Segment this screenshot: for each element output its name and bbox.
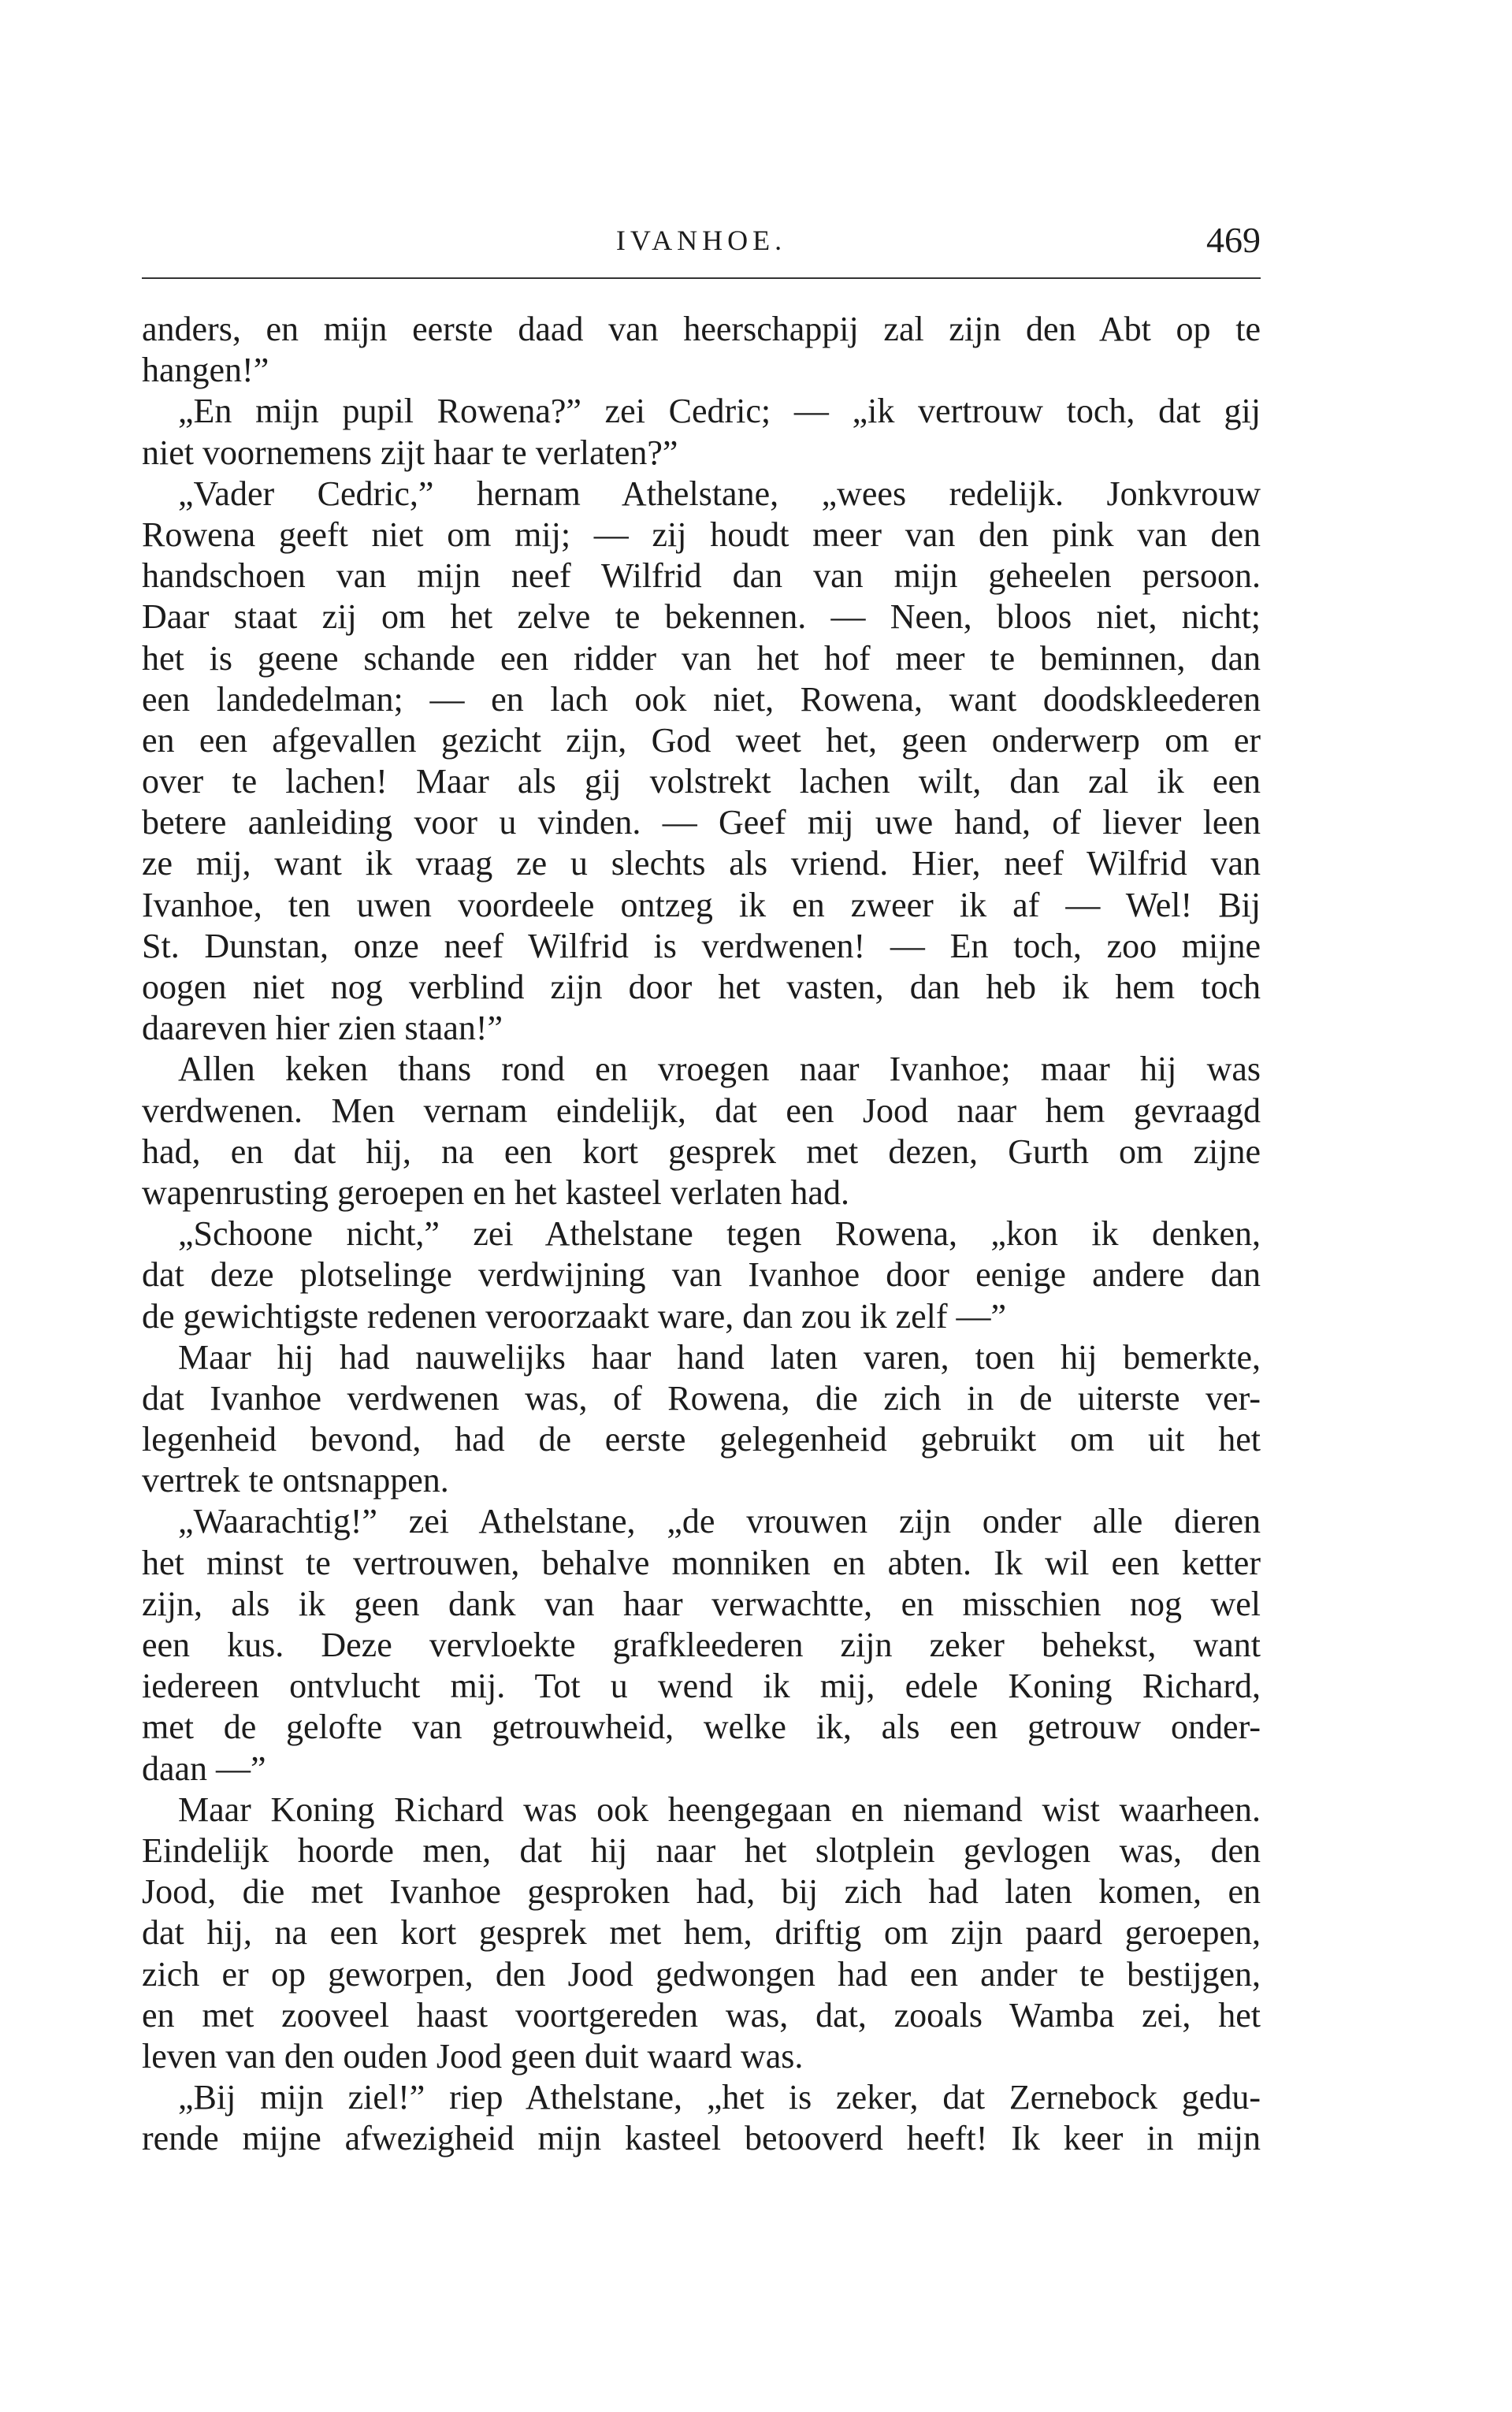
text-line: de gewichtigste redenen veroorzaakt ware, dan zou ik zelf —”: [142, 1296, 1007, 1336]
text-line: „Vader Cedric,” hernam Athelstane, „wees redelijk. Jonkvrouw: [178, 474, 1261, 513]
text-line: het is geene schande een ridder van het hof meer te beminnen, dan: [142, 638, 1261, 678]
text-line: een kus. Deze vervloekte grafkleederen zijn zeker behekst, want: [142, 1626, 1261, 1664]
text-line: dat hij, na een kort gesprek met hem, driftig om zijn paard geroepen,: [142, 1913, 1261, 1953]
text-line: verdwenen. Men vernam eindelijk, dat een Jood naar hem gevraagd: [142, 1091, 1261, 1130]
text-line: had, en dat hij, na een kort gesprek met dezen, Gurth om zijne: [142, 1132, 1261, 1171]
text-line: met de gelofte van getrouwheid, welke ik, als een getrouw onder-: [142, 1708, 1261, 1747]
running-title: IVANHOE.: [615, 225, 787, 256]
text-line: Maar hij had nauwelijks haar hand laten varen, toen hij bemerkte,: [178, 1337, 1261, 1377]
text-line: Rowena geeft niet om mij; — zij houdt meer van den pink van den: [142, 515, 1261, 554]
text-line: St. Dunstan, onze neef Wilfrid is verdwenen! — En toch, zoo mijne: [142, 926, 1261, 965]
text-line: dat deze plotselinge verdwijning van Ivanhoe door eenige andere dan: [142, 1255, 1261, 1295]
text-line: leven van den ouden Jood geen duit waard was.: [142, 2036, 804, 2076]
text-line: anders, en mijn eerste daad van heerschappij zal zijn den Abt op te: [142, 310, 1261, 348]
text-line: Maar Koning Richard was ook heengegaan en niemand wist waarheen.: [178, 1789, 1261, 1829]
text-line: „Schoone nicht,” zei Athelstane tegen Rowena, „kon ik denken,: [178, 1214, 1261, 1254]
body-text: [142, 309, 1261, 2159]
text-line: dat Ivanhoe verdwenen was, of Rowena, die zich in de uiterste ver-: [142, 1378, 1261, 1418]
text-line: over te lachen! Maar als gij volstrekt lachen wilt, dan zal ik een: [142, 762, 1261, 801]
text-line: „En mijn pupil Rowena?” zei Cedric; — „ik vertrouw toch, dat gij: [178, 392, 1261, 431]
text-line: Daar staat zij om het zelve te bekennen. — Neen, bloos niet, nicht;: [142, 597, 1261, 637]
text-line: daareven hier zien staan!”: [142, 1009, 503, 1048]
text-line: „Waarachtig!” zei Athelstane, „de vrouwen zijn onder alle dieren: [178, 1502, 1261, 1541]
text-line: wapenrusting geroepen en het kasteel verlaten had.: [142, 1173, 849, 1212]
text-line: hangen!”: [142, 351, 269, 390]
text-line: Eindelijk hoorde men, dat hij naar het slotplein gevlogen was, den: [142, 1830, 1261, 1870]
text-line: vertrek te ontsnappen.: [142, 1461, 449, 1500]
text-line: Jood, die met Ivanhoe gesproken had, bij zich had laten komen, en: [142, 1872, 1261, 1912]
text-line: het minst te vertrouwen, behalve monniken en abten. Ik wil een ketter: [142, 1543, 1261, 1582]
running-head: [142, 213, 1261, 276]
text-line: daan —”: [142, 1749, 266, 1788]
text-line: zijn, als ik geen dank van haar verwachtte, en misschien nog wel: [142, 1584, 1261, 1623]
text-line: een landedelman; — en lach ook niet, Rowena, want doodskleederen: [142, 679, 1261, 719]
text-line: en met zooveel haast voortgereden was, dat, zooals Wamba zei, het: [142, 1995, 1261, 2035]
text-line: handschoen van mijn neef Wilfrid dan van mijn geheelen persoon.: [142, 556, 1261, 596]
text-line: rende mijne afwezigheid mijn kasteel betooverd heeft! Ik keer in mijn: [142, 2119, 1261, 2158]
text-line: zich er op geworpen, den Jood gedwongen had een ander te bestijgen,: [142, 1954, 1261, 1994]
text-line: iedereen ontvlucht mij. Tot u wend ik mij, edele Koning Richard,: [142, 1667, 1261, 1706]
text-line: Ivanhoe, ten uwen voordeele ontzeg ik en zweer ik af — Wel! Bij: [142, 885, 1261, 924]
text-line: legenheid bevond, had de eerste gelegenheid gebruikt om uit het: [142, 1420, 1261, 1459]
text-line: en een afgevallen gezicht zijn, God weet het, geen onderwerp om er: [142, 720, 1261, 760]
text-line: ze mij, want ik vraag ze u slechts als vriend. Hier, neef Wilfrid van: [142, 844, 1261, 883]
text-line: Allen keken thans rond en vroegen naar Ivanhoe; maar hij was: [178, 1050, 1261, 1089]
text-line: oogen niet nog verblind zijn door het vasten, dan heb ik hem toch: [142, 968, 1261, 1006]
page-number: 469: [1206, 220, 1261, 260]
header-rule: [142, 277, 1261, 279]
text-line: betere aanleiding voor u vinden. — Geef mij uwe hand, of liever leen: [142, 803, 1261, 842]
text-line: niet voornemens zijt haar te verlaten?”: [142, 433, 678, 472]
text-line: „Bij mijn ziel!” riep Athelstane, „het is zeker, dat Zernebock gedu-: [178, 2078, 1261, 2117]
